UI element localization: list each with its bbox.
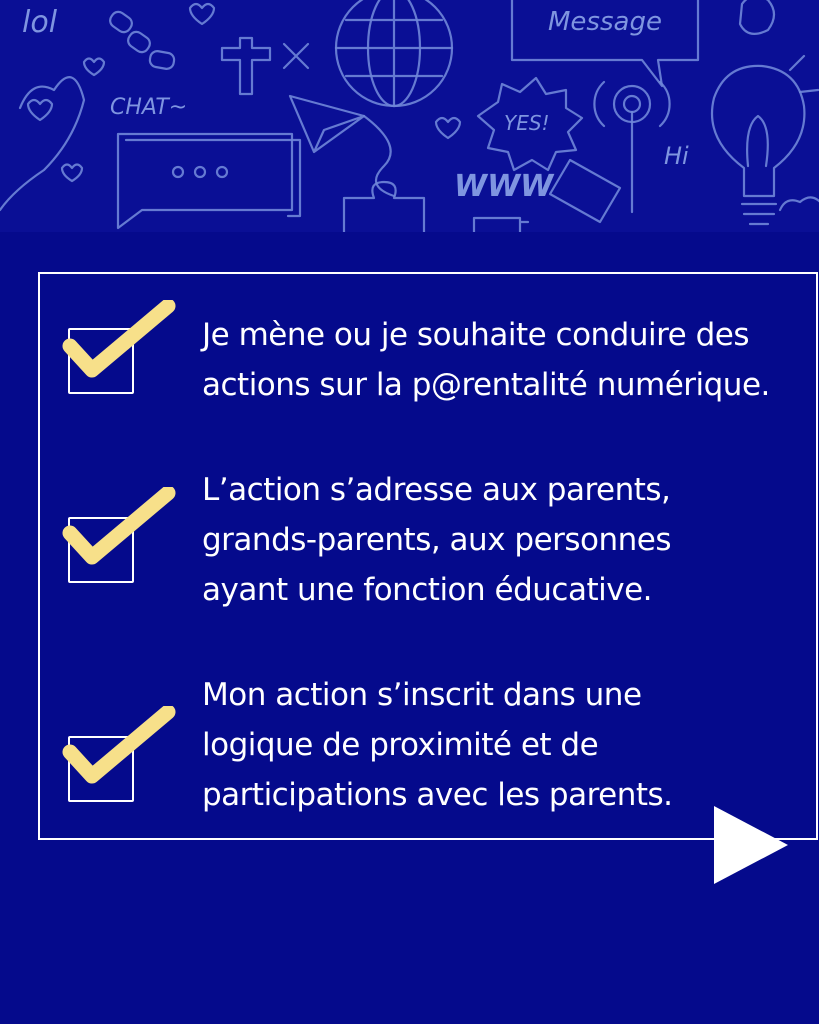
puzzle-icon [344, 182, 424, 232]
chain-link-icon [107, 9, 134, 35]
chat-bubble-shadow [126, 140, 300, 216]
plus-icon [222, 38, 270, 94]
checklist-item-text [202, 670, 802, 820]
chat-bubble-icon [118, 134, 292, 228]
checklist-line: ayant une fonction éducative. [202, 572, 653, 608]
checklist-line: L’action s’adresse aux parents, [202, 472, 671, 508]
checklist-line: grands-parents, aux personnes [202, 522, 672, 558]
checklist-item-text [202, 465, 802, 615]
dot-icon [173, 167, 183, 177]
doodle-hi-text: Hi [664, 142, 689, 170]
heart-icon [436, 118, 460, 138]
heart-icon [190, 4, 214, 24]
film-strip-icon [550, 160, 620, 222]
heart-icon [28, 100, 52, 120]
doodle-chat-text: CHAT~ [110, 95, 188, 120]
cloud-icon [780, 197, 819, 210]
dot-icon [195, 167, 205, 177]
doodle-banner [0, 0, 819, 232]
checklist-item-text [202, 310, 802, 410]
checkmark-icon [62, 487, 182, 577]
flight-path [364, 116, 394, 196]
heart-icon [62, 165, 82, 182]
doodle-message-text: Message [548, 7, 662, 37]
checklist-line: actions sur la p@rentalité numérique. [202, 367, 770, 403]
doodle-illustration [0, 0, 819, 232]
close-icon [284, 44, 308, 68]
doodle-yes-text: YES! [504, 111, 550, 135]
cup-icon [474, 218, 528, 232]
doodle-lol-text: lol [22, 5, 58, 40]
chain-link-icon [125, 29, 152, 55]
next-arrow-icon[interactable] [714, 806, 788, 884]
mouse-icon [740, 0, 774, 34]
checkmark-icon [62, 706, 182, 796]
content-frame-right-edge [816, 272, 818, 840]
checklist-line: logique de proximité et de [202, 727, 599, 763]
checklist-line: participations avec les parents. [202, 777, 673, 813]
checklist-line: Je mène ou je souhaite conduire des [202, 317, 750, 353]
light-rays [790, 56, 818, 92]
bulb-filament [747, 116, 768, 166]
doodle-www-text: WWW [454, 169, 554, 204]
heart-icon [84, 59, 104, 76]
light-bulb-icon [712, 66, 804, 196]
chain-link-icon [149, 50, 175, 70]
dot-icon [217, 167, 227, 177]
signal-waves [594, 82, 669, 212]
heart-string-icon [0, 77, 84, 210]
bulb-base [742, 204, 776, 224]
checklist-line: Mon action s’inscrit dans une [202, 677, 642, 713]
antenna-icon [624, 96, 640, 112]
checkmark-icon [62, 300, 182, 390]
